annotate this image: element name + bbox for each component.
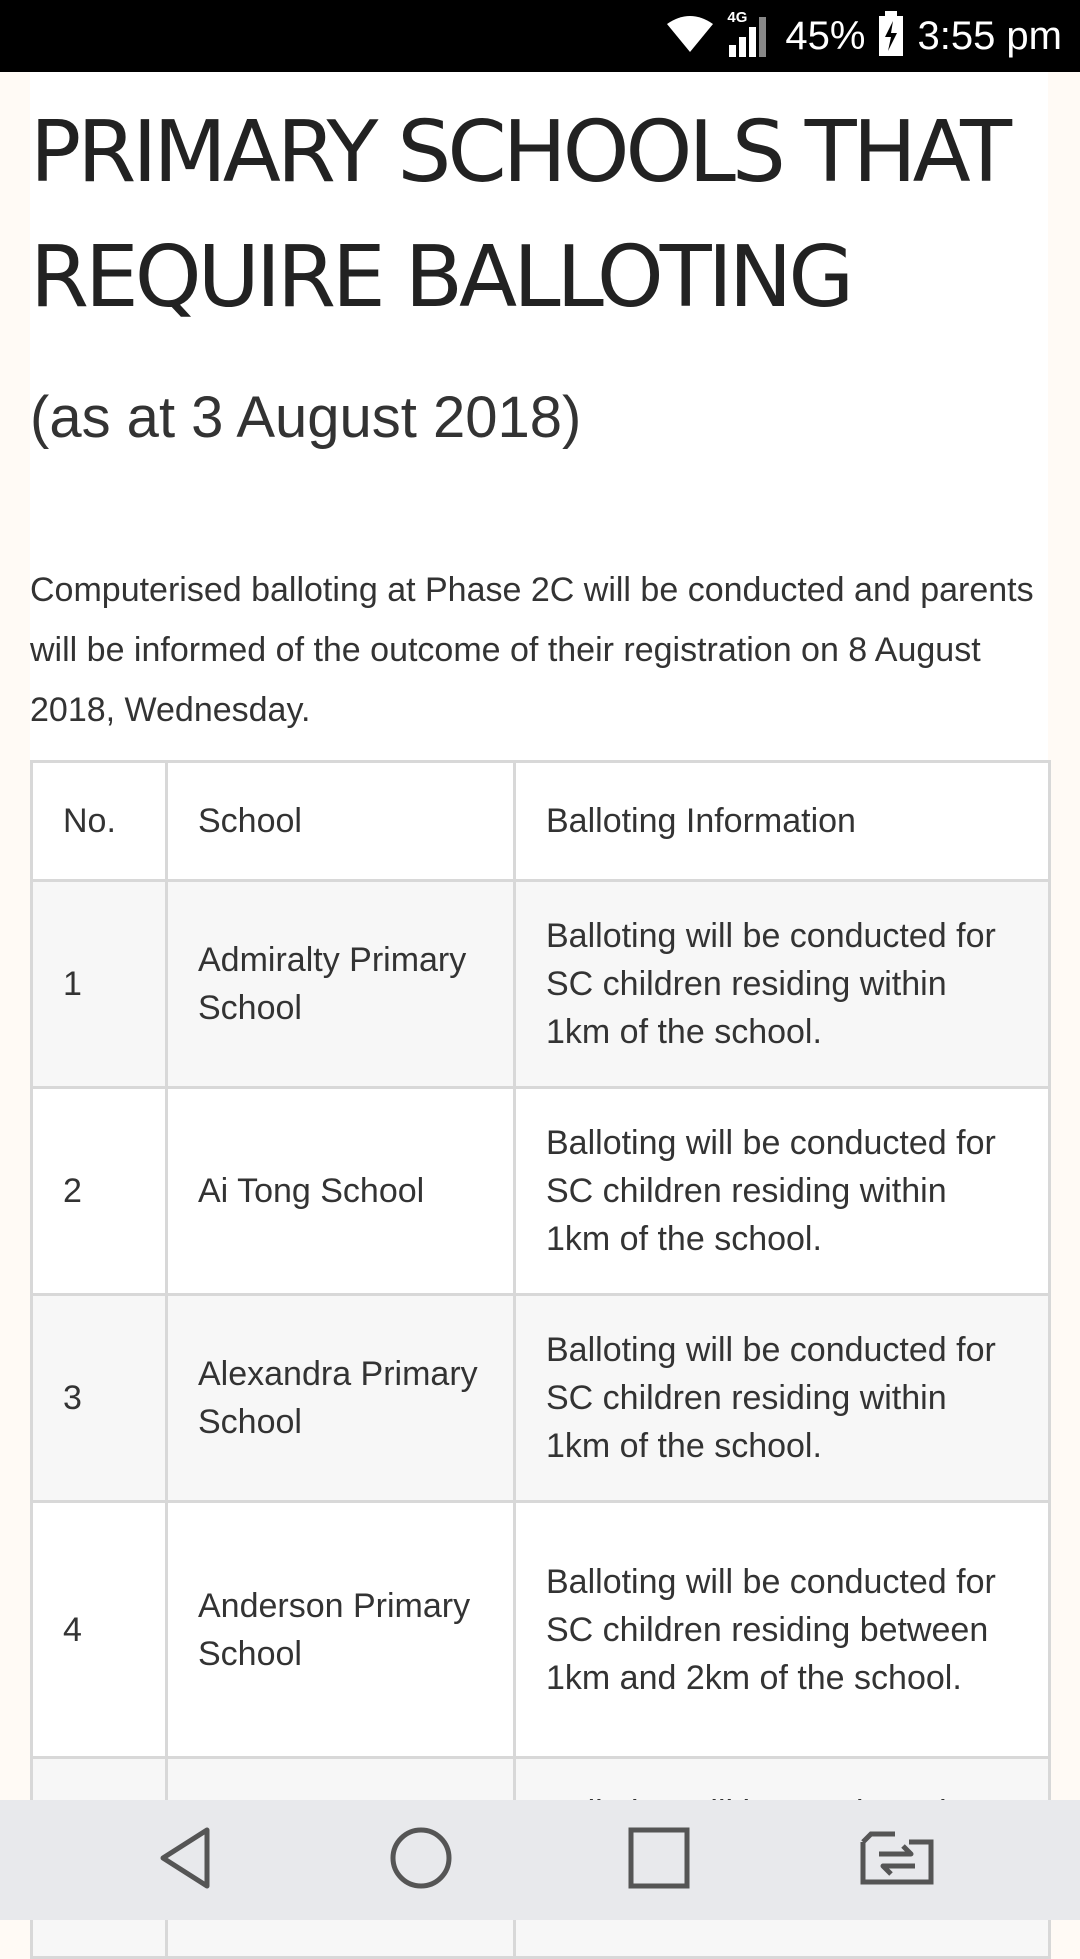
network-type-label: 4G (727, 9, 748, 26)
school-name: Ai Tong School (167, 1088, 515, 1295)
recents-icon (628, 1827, 690, 1894)
battery-charging-icon (877, 11, 905, 62)
balloting-info: Balloting will be conducted for SC children residing between 1km and 2km of the school. (515, 1502, 1050, 1758)
page-title: PRIMARY SCHOOLS THAT REQUIRE BALLOTING (30, 103, 1009, 327)
row-number: 2 (32, 1088, 167, 1295)
table-row (32, 1088, 1050, 1295)
balloting-table (30, 760, 1051, 1959)
recents-button[interactable] (619, 1820, 699, 1900)
balloting-info: Balloting will be conducted for SC children residing within 1km of the school. (515, 881, 1050, 1088)
balloting-info: Balloting will be conducted for SC children residing within 1km of the school. (515, 1088, 1050, 1295)
web-page-content[interactable] (30, 72, 1048, 1800)
row-number: 3 (32, 1295, 167, 1502)
page-subtitle: (as at 3 August 2018) (30, 385, 582, 450)
school-name: Admiralty Primary School (167, 881, 515, 1088)
signal-icon (727, 9, 773, 59)
school-name: Alexandra Primary School (167, 1295, 515, 1502)
row-number: 4 (32, 1502, 167, 1758)
clock: 3:55 pm (917, 13, 1062, 58)
balloting-info: Balloting will be conducted for SC children residing within 1km of the school. (515, 1295, 1050, 1502)
home-button[interactable] (381, 1820, 461, 1900)
status-bar (0, 0, 1080, 72)
back-button[interactable] (145, 1820, 225, 1900)
switch-sim-icon (859, 1830, 935, 1891)
battery-percent: 45% (785, 13, 866, 58)
wifi-icon (665, 14, 715, 59)
row-number: 1 (32, 881, 167, 1088)
school-name: Anderson Primary School (167, 1502, 515, 1758)
header-no: No. (32, 762, 167, 881)
navigation-bar (0, 1800, 1080, 1920)
table-row (32, 1295, 1050, 1502)
header-balloting-info: Balloting Information (515, 762, 1050, 881)
table-row (32, 881, 1050, 1088)
intro-paragraph: Computerised balloting at Phase 2C will be conducted and parents will be informed of the outcome of their registration on 8 August 2018, Wednesday. (30, 571, 1034, 729)
table-header-row (32, 762, 1050, 881)
switch-sim-button[interactable] (857, 1820, 937, 1900)
back-icon (155, 1826, 215, 1895)
home-icon (389, 1826, 453, 1895)
header-school: School (167, 762, 515, 881)
table-row (32, 1502, 1050, 1758)
